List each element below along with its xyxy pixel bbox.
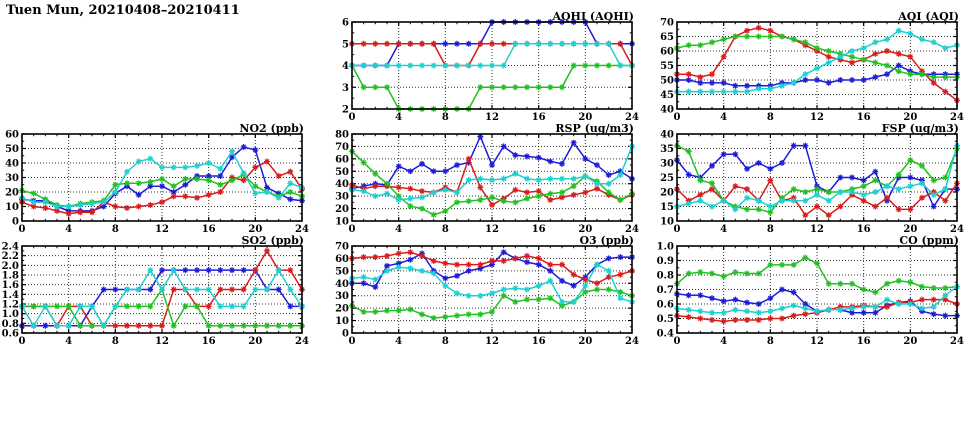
svg-text:1.6: 1.6 (1, 280, 19, 292)
svg-text:60: 60 (5, 129, 19, 141)
svg-text:70: 70 (335, 241, 349, 253)
so2-plot (0, 232, 320, 347)
svg-text:12: 12 (155, 224, 169, 235)
chart-title-rsp: RSP (ug/m3) (555, 122, 634, 135)
svg-text:24: 24 (295, 336, 309, 347)
aqhi-plot (330, 8, 650, 123)
svg-text:0: 0 (12, 216, 19, 228)
svg-text:12: 12 (485, 112, 499, 123)
svg-text:1.4: 1.4 (1, 289, 19, 301)
svg-text:40: 40 (5, 158, 19, 170)
svg-text:65: 65 (660, 32, 674, 43)
svg-text:60: 60 (660, 46, 674, 58)
svg-text:0.8: 0.8 (1, 318, 19, 330)
svg-text:12: 12 (810, 336, 824, 347)
chart-fsp (655, 120, 975, 235)
svg-text:2.0: 2.0 (1, 260, 19, 272)
svg-text:0.6: 0.6 (1, 328, 19, 340)
svg-text:12: 12 (485, 224, 499, 235)
svg-text:20: 20 (248, 336, 263, 347)
svg-text:1.0: 1.0 (1, 309, 19, 321)
svg-text:4: 4 (342, 61, 349, 72)
svg-text:0.5: 0.5 (656, 314, 674, 325)
svg-text:24: 24 (950, 336, 964, 347)
svg-text:0: 0 (348, 224, 356, 235)
svg-text:4: 4 (395, 112, 403, 123)
svg-text:20: 20 (5, 187, 19, 199)
svg-text:16: 16 (531, 224, 546, 235)
svg-text:24: 24 (950, 224, 964, 235)
svg-text:30: 30 (335, 191, 349, 203)
aqi-plot (655, 8, 975, 123)
page-title: Tuen Mun, 20210408–20210411 (6, 3, 240, 18)
svg-text:0.9: 0.9 (656, 256, 674, 267)
svg-text:4: 4 (65, 224, 73, 235)
svg-text:20: 20 (660, 187, 674, 199)
svg-text:16: 16 (856, 224, 871, 235)
svg-text:8: 8 (111, 336, 119, 347)
svg-text:0: 0 (348, 112, 356, 123)
svg-text:60: 60 (335, 154, 349, 166)
svg-text:12: 12 (485, 336, 499, 347)
svg-text:40: 40 (335, 179, 349, 191)
svg-text:16: 16 (201, 224, 216, 235)
chart-co (655, 232, 975, 347)
svg-text:0.8: 0.8 (656, 270, 674, 282)
svg-text:0: 0 (18, 336, 26, 347)
svg-text:0: 0 (673, 224, 681, 235)
chart-aqhi (330, 8, 650, 123)
svg-text:3: 3 (342, 82, 349, 94)
svg-text:16: 16 (856, 336, 871, 347)
svg-text:5: 5 (342, 39, 349, 51)
rsp-plot (330, 120, 650, 235)
svg-text:10: 10 (5, 202, 19, 213)
svg-text:8: 8 (441, 112, 449, 123)
svg-text:40: 40 (335, 278, 349, 290)
svg-text:4: 4 (65, 336, 73, 347)
chart-title-no2: NO2 (ppb) (239, 122, 304, 135)
svg-text:16: 16 (531, 336, 546, 347)
svg-text:45: 45 (660, 90, 674, 101)
svg-text:8: 8 (441, 336, 449, 347)
svg-text:20: 20 (578, 224, 593, 235)
no2-plot (0, 120, 320, 235)
svg-text:4: 4 (395, 224, 403, 235)
fsp-plot (655, 120, 975, 235)
svg-text:30: 30 (5, 173, 19, 184)
svg-text:0: 0 (18, 224, 26, 235)
svg-text:50: 50 (660, 75, 674, 87)
svg-text:15: 15 (660, 202, 674, 213)
svg-text:1.0: 1.0 (656, 241, 674, 253)
svg-text:60: 60 (335, 253, 349, 265)
svg-text:12: 12 (810, 224, 824, 235)
svg-text:20: 20 (578, 112, 593, 123)
svg-text:20: 20 (578, 336, 593, 347)
svg-text:80: 80 (335, 129, 349, 141)
chart-o3 (330, 232, 650, 347)
svg-text:25: 25 (660, 173, 674, 184)
svg-text:1.8: 1.8 (1, 270, 19, 282)
svg-text:8: 8 (766, 224, 774, 235)
svg-text:40: 40 (660, 129, 674, 141)
svg-text:50: 50 (335, 266, 349, 278)
svg-text:4: 4 (720, 224, 728, 235)
svg-text:20: 20 (335, 204, 349, 216)
svg-text:35: 35 (660, 144, 674, 155)
svg-text:16: 16 (201, 336, 216, 347)
svg-text:50: 50 (5, 144, 19, 155)
svg-text:8: 8 (111, 224, 119, 235)
svg-text:8: 8 (766, 112, 774, 123)
chart-so2 (0, 232, 320, 347)
svg-text:30: 30 (660, 158, 674, 170)
svg-text:30: 30 (335, 291, 349, 303)
svg-text:1.2: 1.2 (1, 299, 19, 311)
svg-text:55: 55 (660, 61, 674, 72)
svg-text:20: 20 (335, 303, 349, 315)
svg-text:2.4: 2.4 (1, 241, 19, 253)
svg-text:16: 16 (856, 112, 871, 123)
svg-text:0.4: 0.4 (656, 328, 674, 340)
svg-text:70: 70 (335, 141, 349, 153)
svg-text:2.2: 2.2 (1, 251, 19, 263)
svg-text:8: 8 (441, 224, 449, 235)
svg-text:0: 0 (348, 336, 356, 347)
svg-text:4: 4 (720, 336, 728, 347)
svg-text:20: 20 (903, 112, 918, 123)
svg-text:8: 8 (766, 336, 774, 347)
chart-title-so2: SO2 (ppb) (241, 234, 304, 247)
co-plot (655, 232, 975, 347)
svg-text:0.7: 0.7 (656, 285, 674, 296)
svg-text:20: 20 (903, 336, 918, 347)
svg-text:50: 50 (335, 166, 349, 178)
svg-text:24: 24 (625, 224, 639, 235)
chart-aqi (655, 8, 975, 123)
svg-text:40: 40 (660, 104, 674, 116)
svg-text:0: 0 (673, 112, 681, 123)
svg-text:10: 10 (335, 316, 349, 328)
chart-title-aqi: AQI (AQI) (898, 10, 959, 23)
chart-title-o3: O3 (ppb) (579, 234, 634, 247)
svg-text:24: 24 (625, 336, 639, 347)
chart-title-aqhi: AQHI (AQHI) (552, 10, 634, 23)
svg-text:12: 12 (155, 336, 169, 347)
svg-text:6: 6 (342, 17, 349, 29)
svg-text:70: 70 (660, 17, 674, 29)
svg-text:4: 4 (720, 112, 728, 123)
svg-text:20: 20 (903, 224, 918, 235)
svg-text:0: 0 (673, 336, 681, 347)
chart-title-co: CO (ppm) (899, 234, 959, 247)
chart-rsp (330, 120, 650, 235)
chart-title-fsp: FSP (ug/m3) (881, 122, 959, 135)
svg-text:4: 4 (395, 336, 403, 347)
svg-text:16: 16 (531, 112, 546, 123)
svg-text:12: 12 (810, 112, 824, 123)
svg-text:0.6: 0.6 (656, 299, 674, 311)
svg-text:10: 10 (335, 216, 349, 228)
svg-text:0: 0 (342, 328, 349, 340)
svg-text:24: 24 (950, 112, 964, 123)
o3-plot (330, 232, 650, 347)
chart-no2 (0, 120, 320, 235)
svg-text:2: 2 (342, 104, 349, 116)
svg-text:24: 24 (295, 224, 309, 235)
svg-text:24: 24 (625, 112, 639, 123)
svg-text:20: 20 (248, 224, 263, 235)
svg-text:10: 10 (660, 216, 674, 228)
